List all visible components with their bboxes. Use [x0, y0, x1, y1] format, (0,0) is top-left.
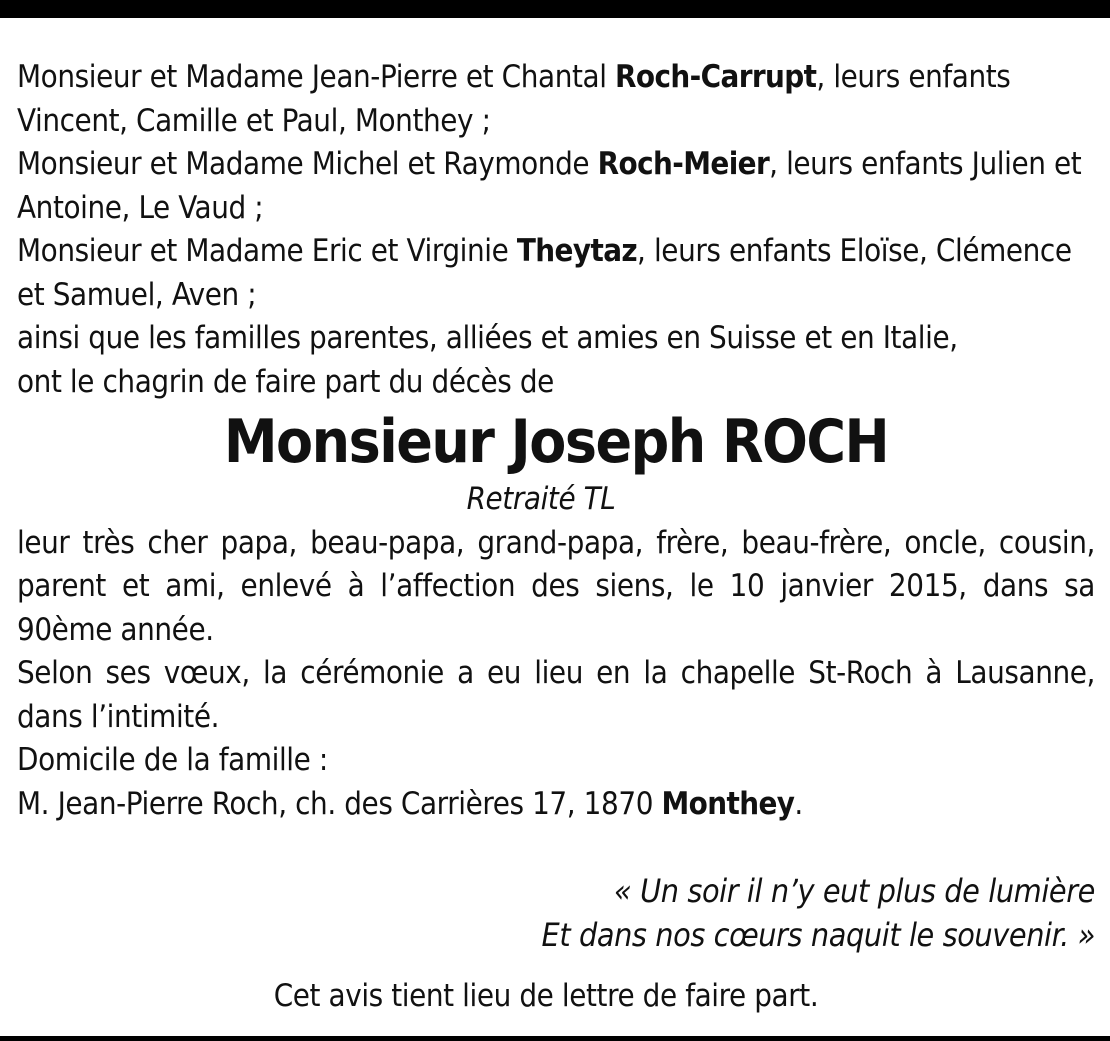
quote-line-1: « Un soir il n’y eut plus de lumière [613, 872, 1095, 910]
top-border-rule [0, 0, 1110, 18]
family-roch-carrupt-name: Roch-Carrupt [615, 59, 817, 95]
family-address-end: . [794, 785, 803, 822]
deceased-name: Monsieur Joseph ROCH [223, 407, 889, 477]
family-roch-meier-prefix: Monsieur et Madame Michel et Raymonde [17, 146, 598, 182]
family-roch-meier-suffix: , leurs enfants Julien et Antoine, Le Vaud ; [17, 146, 1082, 226]
family-address [17, 783, 1095, 827]
deceased-title: Retraité TL [466, 481, 616, 517]
family-roch-carrupt [17, 56, 1095, 143]
family-address-street: M. Jean-Pierre Roch, ch. des Carrières 17, 1870 [17, 785, 662, 822]
quote-line-2: Et dans nos cœurs naquit le souvenir. » [541, 916, 1095, 954]
family-roch-meier-name: Roch-Meier [597, 146, 770, 182]
family-roch-carrupt-prefix: Monsieur et Madame Jean-Pierre et Chantal [17, 59, 616, 95]
family-roch-meier [17, 143, 1095, 230]
family-roch-carrupt-suffix: , leurs enfants Vincent, Camille et Paul, Monthey ; [17, 59, 1011, 139]
family-theytaz [17, 230, 1095, 317]
bottom-border-rule [0, 1036, 1110, 1041]
announcement-line: ont le chagrin de faire part du décès de [17, 363, 554, 400]
section-spacer [17, 826, 1095, 869]
ceremony-text: Selon ses vœux, la cérémonie a eu lieu en la chapelle St-Roch à Lausanne, dans l’intimité. [17, 655, 1095, 735]
family-theytaz-name: Theytaz [516, 233, 638, 269]
domicile-label: Domicile de la famille : [17, 742, 328, 778]
deceased-description: leur très cher papa, beau-papa, grand-papa, frère, beau-frère, oncle, cousin, parent et ami, enlevé à l’affection des siens, le 10 janvier 2015, dans sa 90ème année. [17, 524, 1095, 648]
extended-family-line: ainsi que les familles parentes, alliées et amies en Suisse et en Italie, [17, 320, 958, 356]
closing-note: Cet avis tient lieu de lettre de faire part. [273, 978, 819, 1014]
family-theytaz-suffix: , leurs enfants Eloïse, Clémence et Samuel, Aven ; [17, 233, 1072, 313]
family-address-city: Monthey [661, 785, 795, 822]
obituary-notice [17, 56, 1095, 1019]
family-theytaz-prefix: Monsieur et Madame Eric et Virginie [17, 233, 517, 269]
